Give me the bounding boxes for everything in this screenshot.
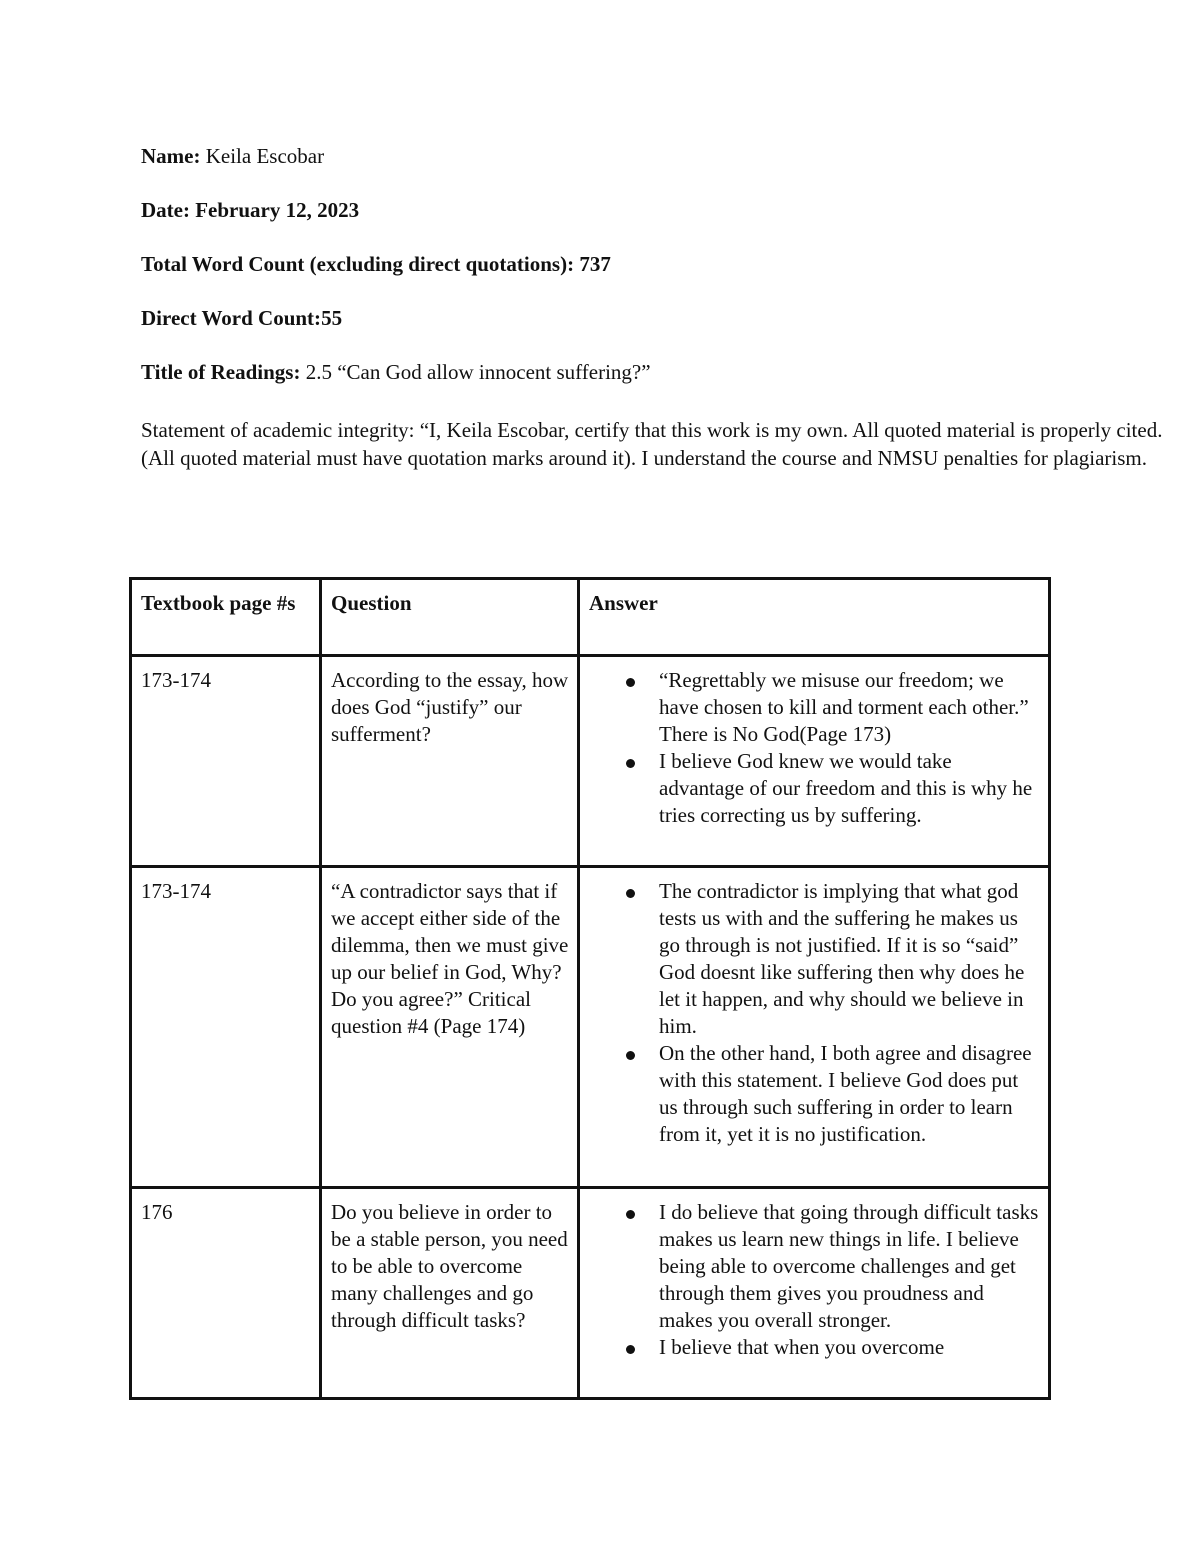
answer-item (659, 1199, 1040, 1334)
table-header-row (131, 579, 1050, 656)
bullet-icon (626, 1345, 635, 1354)
answer-item (659, 1334, 1040, 1361)
title-of-readings-line (141, 358, 651, 386)
page-cell: 176 (131, 1188, 321, 1399)
question-answer-table (129, 577, 1051, 1400)
answer-cell (579, 1188, 1050, 1399)
bullet-icon (626, 759, 635, 768)
page-cell: 173-174 (131, 656, 321, 867)
answer-text: “Regrettably we misuse our freedom; we have chosen to kill and torment each other.” There is No God(Page 173) (659, 668, 1029, 746)
title-of-readings-label: Title of Readings: (141, 360, 301, 384)
answer-text: The contradictor is implying that what god tests us with and the suffering he makes us go through is not justified. If it is so “said” God doesnt like suffering then why does he let it happen, and why should we believe in him. (659, 879, 1025, 1038)
direct-word-count-line (141, 304, 342, 332)
answer-text: On the other hand, I both agree and disagree with this statement. I believe God does put us through such suffering in order to learn from it, yet it is no justification. (659, 1041, 1032, 1146)
question-cell: Do you believe in order to be a stable person, you need to be able to overcome many challenges and go through difficult tasks? (321, 1188, 579, 1399)
question-cell: According to the essay, how does God “justify” our sufferment? (321, 656, 579, 867)
bullet-icon (626, 889, 635, 898)
table-row (131, 656, 1050, 867)
answer-list (589, 1199, 1040, 1361)
answer-item (659, 748, 1040, 829)
date-line (141, 196, 359, 224)
header-textbook-page: Textbook page #s (131, 579, 321, 656)
bullet-icon (626, 1210, 635, 1219)
answer-item (659, 878, 1040, 1040)
answer-text: I believe that when you overcome (659, 1335, 945, 1359)
answer-cell (579, 656, 1050, 867)
answer-list (589, 667, 1040, 829)
name-line (141, 142, 324, 170)
answer-text: I believe God knew we would take advantage of our freedom and this is why he tries correcting us by suffering. (659, 749, 1033, 827)
header-question: Question (321, 579, 579, 656)
answer-item (659, 667, 1040, 748)
title-of-readings-value: 2.5 “Can God allow innocent suffering?” (305, 360, 651, 384)
table-row (131, 867, 1050, 1188)
answer-text: I do believe that going through difficult tasks makes us learn new things in life. I believe being able to overcome challenges and get through them gives you proudness and makes you overall stronger. (659, 1200, 1039, 1332)
name-label: Name: (141, 144, 201, 168)
page-cell: 173-174 (131, 867, 321, 1188)
header-answer: Answer (579, 579, 1050, 656)
total-word-count-label: Total Word Count (excluding direct quotations): (141, 252, 575, 276)
date-value: February 12, 2023 (195, 198, 360, 222)
answer-list (589, 878, 1040, 1148)
direct-word-count-value: 55 (321, 306, 343, 330)
name-value: Keila Escobar (205, 144, 325, 168)
bullet-icon (626, 678, 635, 687)
answer-cell (579, 867, 1050, 1188)
direct-word-count-label: Direct Word Count: (141, 306, 322, 330)
question-cell: “A contradictor says that if we accept either side of the dilemma, then we must give up our belief in God, Why? Do you agree?” Critical question #4 (Page 174) (321, 867, 579, 1188)
total-word-count-value: 737 (579, 252, 611, 276)
table-row (131, 1188, 1050, 1399)
date-label: Date: (141, 198, 190, 222)
total-word-count-line (141, 250, 611, 278)
bullet-icon (626, 1051, 635, 1060)
academic-integrity-statement: Statement of academic integrity: “I, Keila Escobar, certify that this work is my own. All quoted material is properly cited.(All quoted material must have quotation marks around it). I understand the course and NMSU penalties for plagiarism. (141, 418, 1163, 470)
answer-item (659, 1040, 1040, 1148)
